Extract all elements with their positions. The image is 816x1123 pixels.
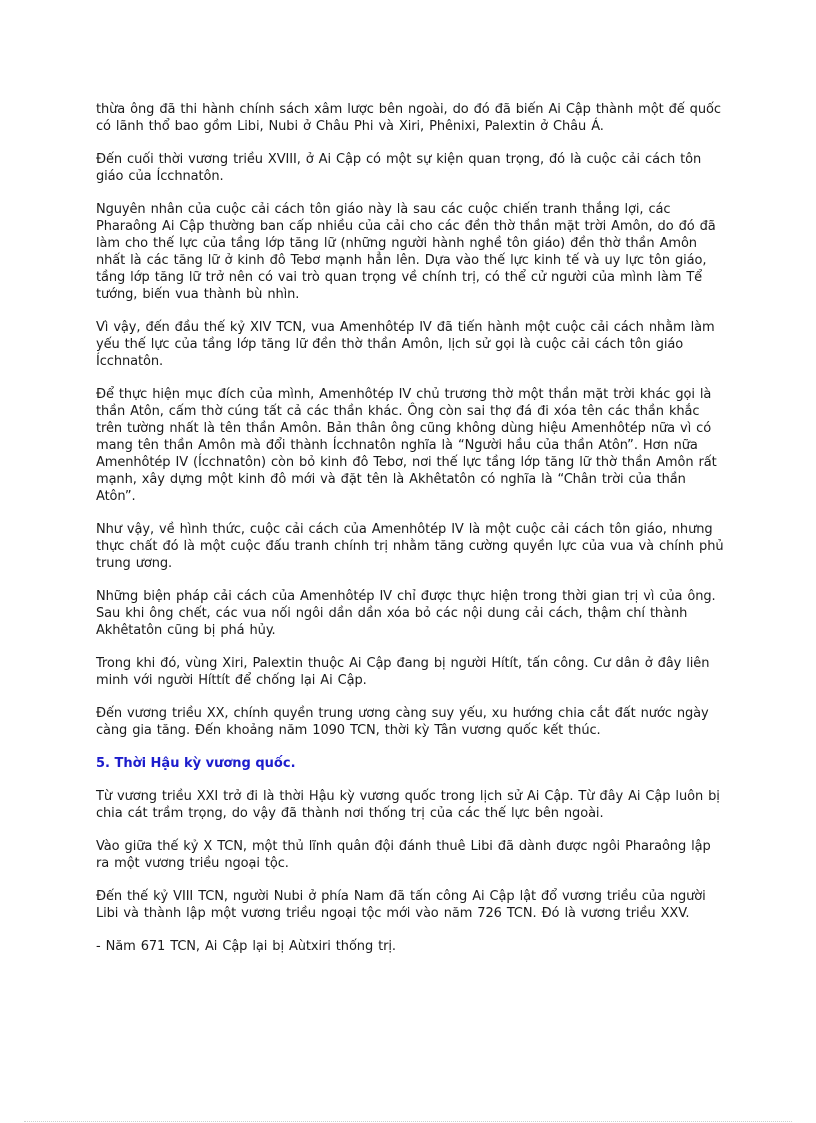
paragraph: Đến thế kỷ VIII TCN, người Nubi ở phía Nam đã tấn công Ai Cập lật đổ vương triều của người Libi và thành lập một vương triều ngoại tộc mới vào năm 726 TCN. Đó là vương triều XXV.: [96, 889, 706, 921]
paragraph: Như vậy, về hình thức, cuộc cải cách của Amenhôtép IV là một cuộc cải cách tôn giáo, nhưng thực chất đó là một cuộc đấu tranh chính trị nhằm tăng cường quyền lực của vua và chính phủ trung ương.: [96, 522, 724, 571]
paragraph: thừa ông đã thi hành chính sách xâm lược bên ngoài, do đó đã biến Ai Cập thành một đế quốc có lãnh thổ bao gồm Libi, Nubi ở Châu Phi và Xiri, Phênixi, Palextin ở Châu Á.: [96, 102, 721, 134]
paragraph: Trong khi đó, vùng Xiri, Palextin thuộc Ai Cập đang bị người Hítít, tấn công. Cư dân ở đây liên minh với người Híttít để chống lại Ai Cập.: [96, 656, 710, 688]
paragraph: Vì vậy, đến đầu thế kỷ XIV TCN, vua Amenhôtép IV đã tiến hành một cuộc cải cách nhằm làm yếu thế lực của tầng lớp tăng lữ đền thờ thần Amôn, lịch sử gọi là cuộc cải cách tôn giáo Ícchnatôn.: [96, 320, 715, 369]
paragraph: Nguyên nhân của cuộc cải cách tôn giáo này là sau các cuộc chiến tranh thắng lợi, các Pharaông Ai Cập thường ban cấp nhiều của cải cho các đền thờ thần mặt trời Amôn, do đó đã làm cho thế lực của tầng lớp tăng lữ (những người hành nghề tôn giáo) đền thờ thần Amôn nhất là các tăng lữ ở kinh đô Tebơ mạnh hẳn lên. Dựa vào thế lực kinh tế và uy lực tôn giáo, tầng lớp tăng lữ trở nên có vai trò quan trọng về chính trị, có thể cử người của mình làm Tể tướng, biến vua thành bù nhìn.: [96, 202, 716, 302]
section-heading: 5. Thời Hậu kỳ vương quốc.: [96, 756, 296, 771]
page-bottom-divider: [24, 1121, 792, 1122]
paragraph: - Năm 671 TCN, Ai Cập lại bị Aùtxiri thống trị.: [96, 939, 396, 954]
paragraph: Đến vương triều XX, chính quyền trung ương càng suy yếu, xu hướng chia cắt đất nước ngày càng gia tăng. Đến khoảng năm 1090 TCN, thời kỳ Tân vương quốc kết thúc.: [96, 706, 709, 738]
paragraph: Những biện pháp cải cách của Amenhôtép IV chỉ được thực hiện trong thời gian trị vì của ông. Sau khi ông chết, các vua nối ngôi dần dần xóa bỏ các nội dung cải cách, thậm chí thành Akhêtatôn cũng bị phá hủy.: [96, 589, 716, 638]
paragraph: Vào giữa thế kỷ X TCN, một thủ lĩnh quân đội đánh thuê Libi đã dành được ngôi Pharaông lập ra một vương triều ngoại tộc.: [96, 839, 711, 871]
paragraph: Đến cuối thời vương triều XVIII, ở Ai Cập có một sự kiện quan trọng, đó là cuộc cải cách tôn giáo của Ícchnatôn.: [96, 152, 702, 184]
paragraph: Từ vương triều XXI trở đi là thời Hậu kỳ vương quốc trong lịch sử Ai Cập. Từ đây Ai Cập luôn bị chia cát trầm trọng, do vậy đã thành nơi thống trị của các thế lực bên ngoài.: [96, 789, 720, 821]
document-body: [96, 101, 726, 971]
paragraph: Để thực hiện mục đích của mình, Amenhôtép IV chủ trương thờ một thần mặt trời khác gọi là thần Atôn, cấm thờ cúng tất cả các thần khác. Ông còn sai thợ đá đi xóa tên các thần khắc trên tường nhất là tên thần Amôn. Bản thân ông cũng không dùng hiệu Amenhôtép nữa vì có mang tên thần Amôn mà đổi thành Ícchnatôn nghĩa là “Người hầu của thần Atôn”. Hơn nữa Amenhôtép IV (Ícchnatôn) còn bỏ kinh đô Tebơ, nơi thế lực tầng lớp tăng lữ thờ thần Amôn rất mạnh, xây dựng một kinh đô mới và đặt tên là Akhêtatôn có nghĩa là “Chân trời của thần Atôn”.: [96, 387, 717, 504]
